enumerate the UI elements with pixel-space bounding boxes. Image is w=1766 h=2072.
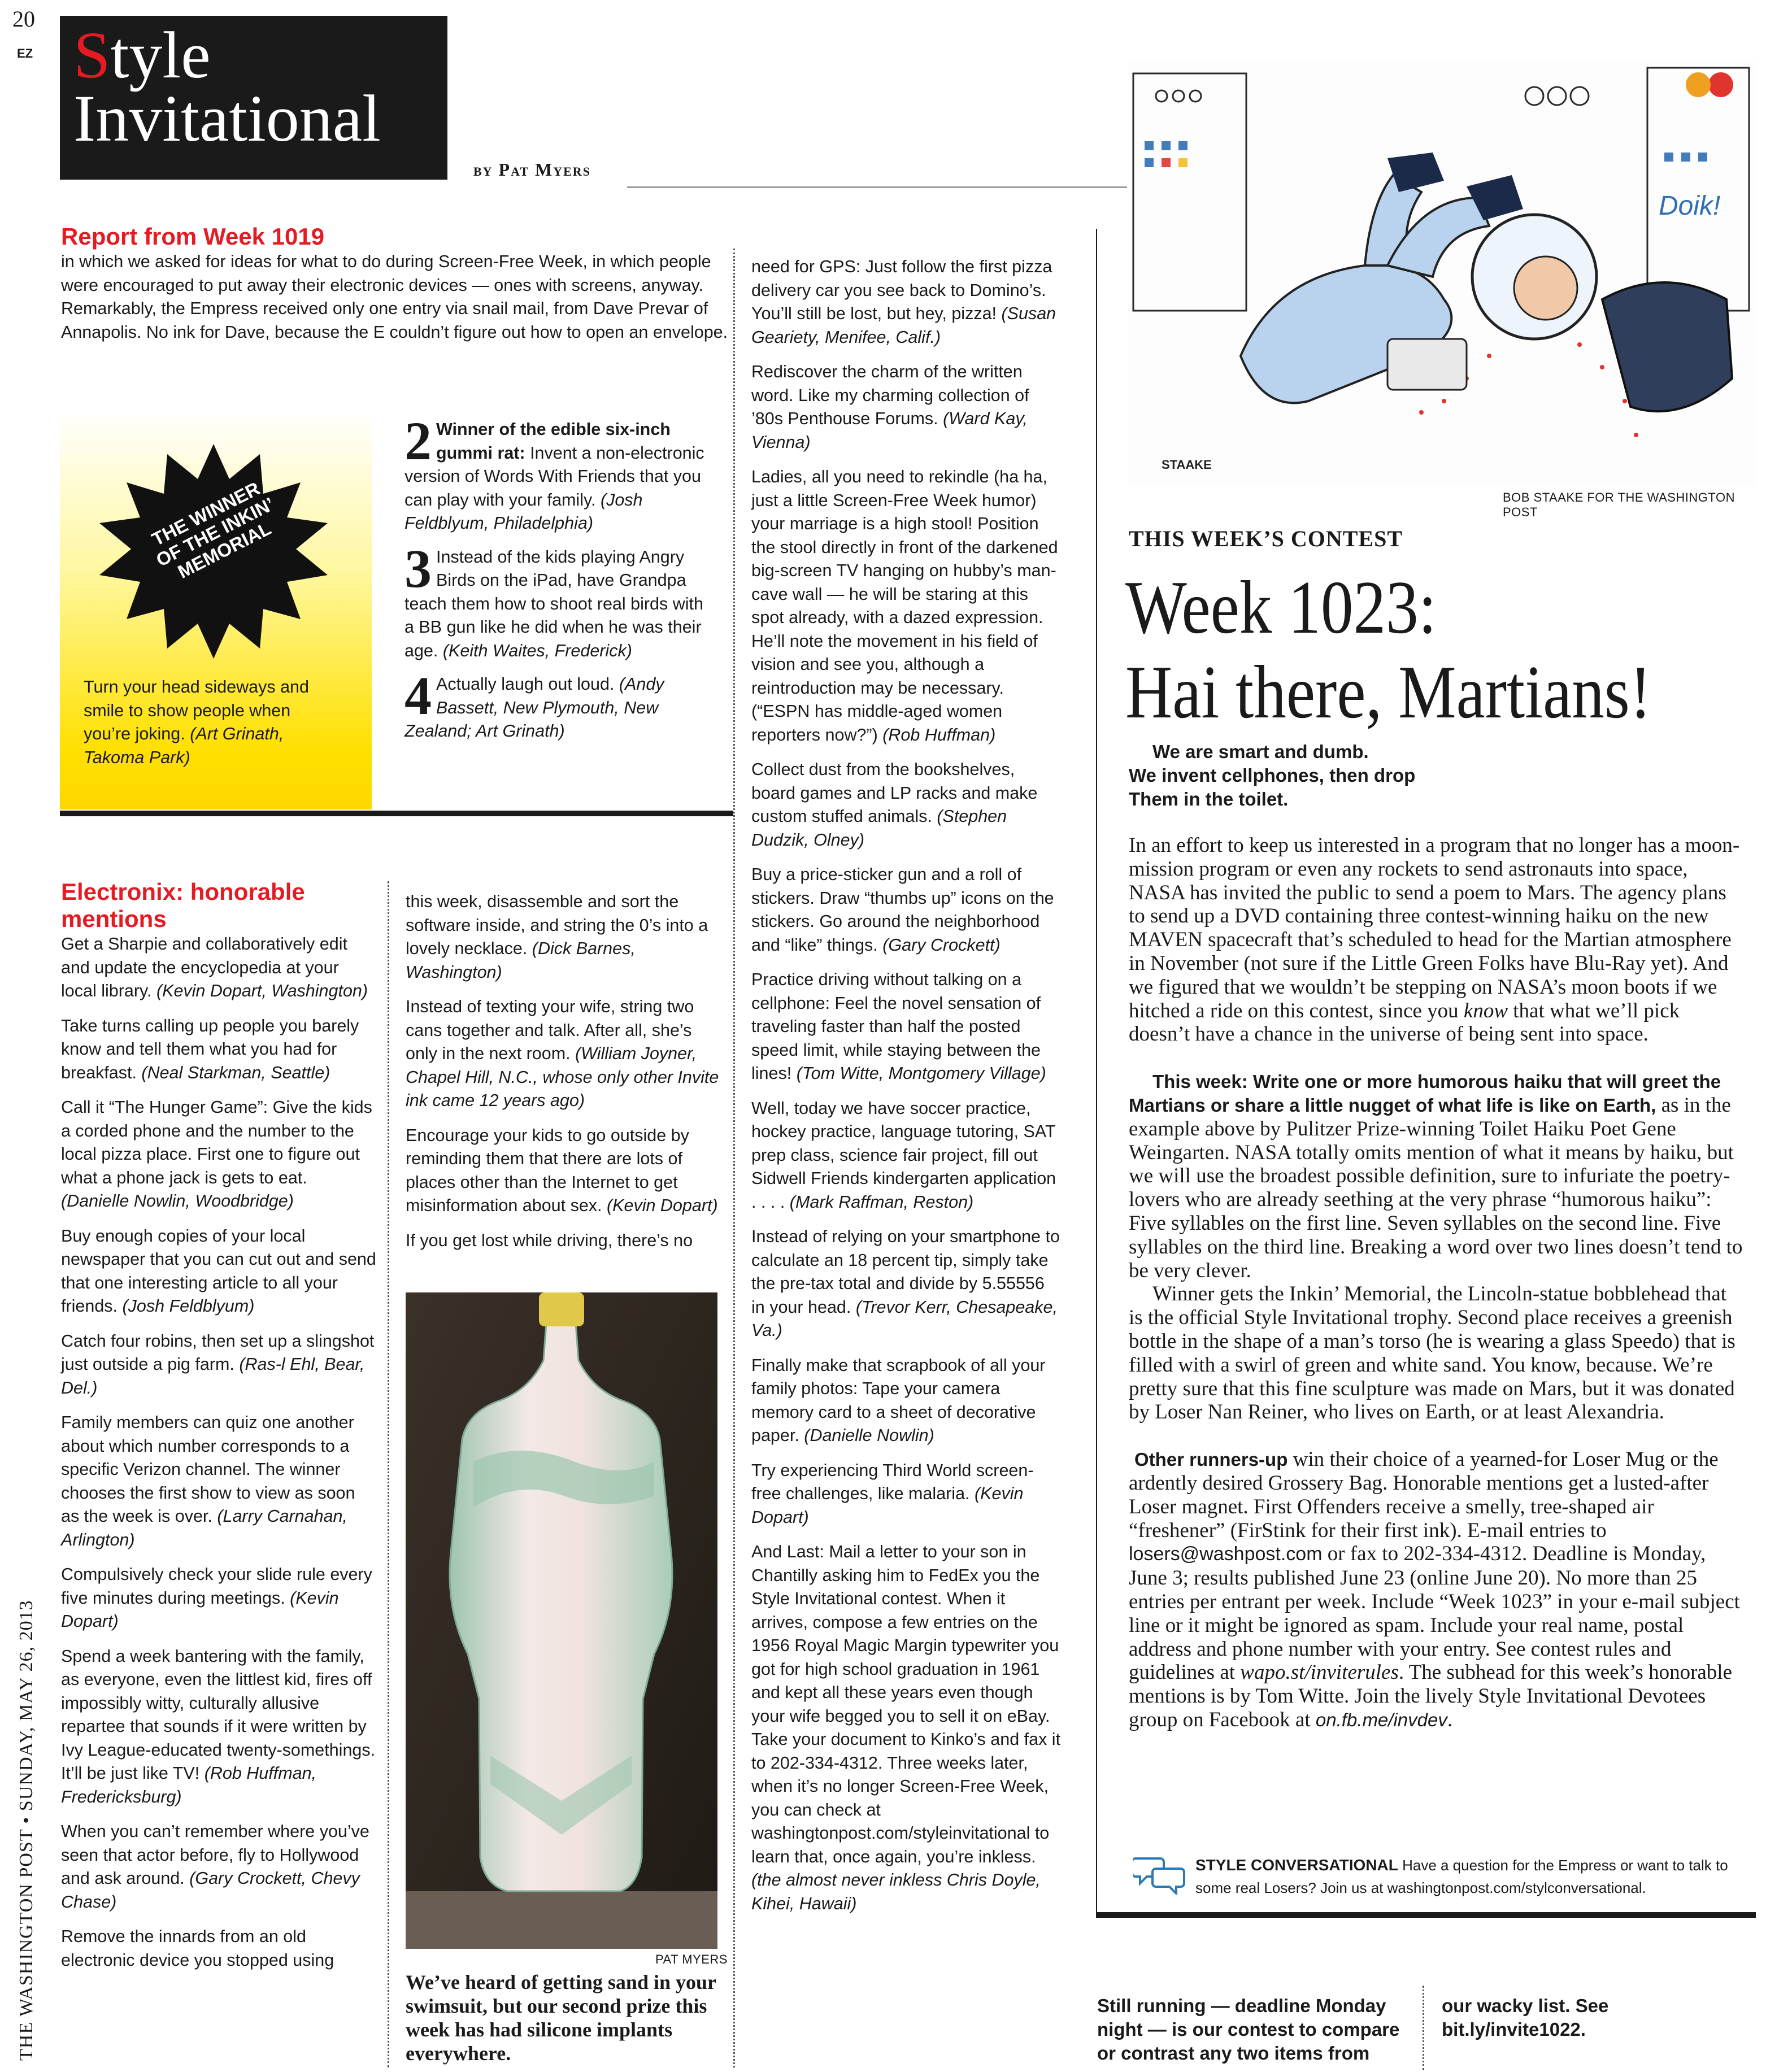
report-section <box>61 223 733 344</box>
honorable-col3 <box>751 255 1061 1927</box>
honorable-mention-entry <box>751 255 1061 349</box>
runner-up-lead: Winner of the edible six-inch gummi rat: <box>436 420 671 463</box>
entry-text: Well, today we have soccer practice, hockey practice, language tutoring, SAT prep class, science fair project, fill out Sidwell Friends kindergarten application . . . . <box>751 1098 1056 1212</box>
report-heading: Report from Week 1019 <box>61 223 325 250</box>
byline: by Pat Myers <box>473 159 591 180</box>
honorable-mention-entry <box>406 1229 722 1253</box>
entry-author: (William Joyner, Chapel Hill, N.C., whose only other Invite ink came 12 years ago) <box>406 1044 719 1110</box>
photo <box>406 1292 717 1949</box>
masthead-title <box>73 18 381 155</box>
honorable-mention-entry <box>406 995 722 1113</box>
contest-kicker: THIS WEEK’S CONTEST <box>1129 526 1403 551</box>
honorable-entries <box>61 933 377 1972</box>
rules-link[interactable]: wapo.st/inviterules <box>1240 1661 1399 1684</box>
edition-code: EZ <box>17 46 33 60</box>
honorable-mention-entry <box>61 1330 377 1400</box>
honorable-mention-entry <box>61 1925 377 1972</box>
contest-paragraph-4: Other runners-up win their choice of a yearned-for Loser Mug or the ardently desired Grossery Bag. Honorable mentions get a lusted-after Loser magnet. First Offenders receive a smelly, tree-shaped air “freshener” (FirStink for their first ink). E-mail entries to losers@washpost.com or fax to 202-334-4312. Deadline is Monday, June 3; results published June 23 (online June 20). No more than 25 entries per entrant per week. Include “Week 1023” in your e-mail subject line or it might be ignored as spam. Include your real name, postal address and phone number with your entry. See contest rules and guidelines at wapo.st/inviterules. The subhead for this week’s honorable mentions is by Tom Witte. Join the lively Style Invitational Devotees group on Facebook at on.fb.me/invdev. <box>1129 1448 1740 1731</box>
runner-up-text: Actually laugh out loud. <box>436 674 619 694</box>
masthead-tyle: tyle <box>110 18 211 92</box>
entry-author: (Kevin Dopart) <box>61 1588 339 1631</box>
entry-author: (Mark Raffman, Reston) <box>789 1192 974 1212</box>
entry-author: (Trevor Kerr, Chesapeake, Va.) <box>751 1297 1058 1340</box>
contest-body <box>1129 834 1745 1732</box>
illustration <box>1128 62 1756 486</box>
winner-entry <box>84 676 338 769</box>
entry-author: (Larry Carnahan, Arlington) <box>61 1507 347 1549</box>
entry-author: (the almost never inkless Chris Doyle, Kihei, Hawaii) <box>751 1870 1041 1913</box>
entry-author: (Susan Geariety, Menifee, Calif.) <box>751 304 1056 347</box>
runner-up-author: (Josh Feldblyum, Philadelphia) <box>404 490 643 533</box>
entry-text: Remove the innards from an old electronic device you stopped using <box>61 1927 334 1970</box>
column-rule <box>1423 1986 1424 2070</box>
runner-up-text: Instead of the kids playing Angry Birds on the iPad, have Grandpa teach them how to shoot real birds with a BB gun like he did when he was their age. <box>404 547 703 660</box>
honorable-col1 <box>61 878 377 1983</box>
entry-text: If you get lost while driving, there’s no <box>406 1230 693 1250</box>
entry-author: (Ras-l Ehl, Bear, Del.) <box>61 1355 365 1398</box>
honorable-entries <box>406 890 722 1252</box>
runner-up-3 <box>404 538 715 663</box>
honorable-mention-entry <box>61 1645 377 1809</box>
entry-author: (Kevin Dopart, Washington) <box>156 981 368 1000</box>
honorable-mention-entry <box>61 1563 377 1634</box>
email-link[interactable]: losers@washpost.com <box>1129 1543 1323 1565</box>
entry-text: Collect dust from the bookshelves, board games and LP racks and make custom stuffed animals. <box>751 760 1038 826</box>
bottle-cap <box>539 1292 584 1326</box>
entry-text: Take turns calling up people you barely know and tell them what you had for breakfast. <box>61 1016 359 1082</box>
honorable-heading: Electronix: honorable mentions <box>61 878 305 932</box>
honorable-mention-entry <box>61 1411 377 1552</box>
entry-text: And Last: Mail a letter to your son in Chantilly asking him to FedEx you the Style Invitational contest. When it arrives, compose a few entries on the 1956 Royal Magic Margin typewriter you got for high school graduation in 1961 and kept all these years even though your wife begged you to sell it on eBay. Take your document to Kinko’s and fax it to 202-334-4312. Three weeks later, when it’s no longer Screen-Free Week, you can check at washingtonpost.com/styleinvitational to learn that, once again, you’re inkless. <box>751 1542 1061 1866</box>
entry-author: (Gary Crockett) <box>882 935 1001 955</box>
sound-word: Doik! <box>1659 191 1721 221</box>
honorable-mention-entry <box>61 933 377 1003</box>
section-bar <box>1096 1912 1756 1918</box>
entry-text: Encourage your kids to go outside by reminding them that there are lots of places other than the Internet to get misinformation about sex. <box>406 1125 689 1215</box>
entry-text: Get a Sharpie and collaboratively edit and update the encyclopedia at your local library. <box>61 934 347 1000</box>
entry-author: (Josh Feldblyum) <box>122 1296 255 1316</box>
column-divider <box>1096 229 1097 1912</box>
runners-up <box>404 411 715 743</box>
runner-up-4 <box>404 665 715 743</box>
haiku-line: We are smart and dumb. <box>1152 741 1369 762</box>
entry-text: Spend a week bantering with the family, as everyone, even the littlest kid, fires off impossibly witty, culturally allusive repartee that sounds if it were written by Ivy League-educated twenty-somethings. It’ll be just like TV! <box>61 1646 376 1783</box>
headline-line1: Week 1023: <box>1125 565 1437 649</box>
entry-author: (Tom Witte, Montgomery Village) <box>796 1064 1046 1083</box>
artist-signature: STAAKE <box>1162 458 1212 472</box>
honorable-mention-entry <box>751 465 1061 747</box>
conversational-desc: Have a question for the Empress or want to talk to some real Losers? Join us at washingtonpost.com/stylconversational. <box>1195 1857 1728 1896</box>
entry-text: need for GPS: Just follow the first pizza delivery car you see back to Domino’s. You’ll still be lost, but hey, pizza! <box>751 257 1052 323</box>
entry-author: (Danielle Nowlin) <box>804 1426 934 1445</box>
entry-text: this week, disassemble and sort the software inside, and string the 0’s into a lovely necklace. <box>406 892 708 958</box>
contest-paragraph-1: In an effort to keep us interested in a program that no longer has a moon-mission program or even any rockets to send astronauts into space, NASA has invited the public to send a poem to Mars. The agency plans to send up a DVD containing three contest-winning haiku on the new MAVEN spacecraft that’s scheduled to head for the Martian atmosphere in November (not sure if the Little Green Folks have Blu-Ray yet). And we figured that we wouldn’t be stepping on NASA’s moon boots if we hitched a ride on this contest, since you know that what we’ll pick doesn’t have a chance in the universe of being sent into space. <box>1129 834 1740 1046</box>
entry-author: (Stephen Dudzik, Olney) <box>751 807 1007 850</box>
entry-author: (Gary Crockett, Chevy Chase) <box>61 1869 360 1912</box>
entry-text: Finally make that scrapbook of all your family photos: Tape your camera memory card to a sheet of decorative paper. <box>751 1355 1046 1445</box>
entry-author: (Ward Kay, Vienna) <box>751 409 1028 452</box>
entry-text: Compulsively check your slide rule every five minutes during meetings. <box>61 1565 372 1608</box>
contest-paragraph-3: Winner gets the Inkin’ Memorial, the Lincoln-statue bobblehead that is the official Style Invitational trophy. Second place receives a greenish bottle in the shape of a man’s torso (he is wearing a glass Speedo) that is filled with a swirl of green and white sand. You know, because. We’re pretty sure that this fine sculpture was made on Mars, but it was donated by Loser Nan Reiner, who lives on Earth, or at least Alexandria. <box>1129 1282 1735 1424</box>
runner-up-2 <box>404 411 715 536</box>
entry-author: (Kevin Dopart) <box>607 1196 718 1215</box>
page-number: 20 <box>12 6 35 32</box>
entry-text: Buy a price-sticker gun and a roll of stickers. Draw “thumbs up” icons on the stickers. Go around the neighborhood and “like” things. <box>751 865 1054 955</box>
byline-rule <box>627 186 1127 188</box>
honorable-mention-entry <box>751 1225 1061 1343</box>
entry-text: Buy enough copies of your local newspaper that you can cut out and send that one interesting article to all your friends. <box>61 1226 376 1316</box>
runner-up-number: 2 <box>404 411 432 471</box>
winner-box <box>60 411 372 809</box>
winner-entry-text: Turn your head sideways and smile to show people when you’re joking. <box>84 677 309 743</box>
honorable-mention-entry <box>751 1540 1061 1916</box>
entry-text: Catch four robins, then set up a slingshot just outside a pig farm. <box>61 1331 375 1374</box>
entry-text: Try experiencing Third World screen-free challenges, like malaria. <box>751 1460 1034 1503</box>
entry-author: (Danielle Nowlin, Woodbridge) <box>61 1191 294 1211</box>
still-running-text: our wacky list. See bit.ly/invite1022. <box>1442 1995 1609 2040</box>
speech-bubbles-icon <box>1133 1855 1188 1895</box>
runner-up-text: Invent a non-electronic version of Words With Friends that you can play with your family. <box>404 443 704 510</box>
honorable-mention-entry <box>61 1015 377 1085</box>
entry-text: Ladies, all you need to rekindle (ha ha, just a little Screen-Free Week humor) your marriage is a high stool! Position the stool directly in front of the darkened big-screen TV hanging on hubby’s man-cave wall — he will be staring at this spot already, with a dazed expression. He’ll note the movement in his field of vision and see you, although a reintroduction may be necessary. (“ESPN has middle-aged women reporters now?”) <box>751 467 1058 745</box>
contest-paragraph-2: This week: Write one or more humorous haiku that will greet the Martians or share a little nugget of what life is like on Earth, as in the example above by Pulitzer Prize-winning Toilet Haiku Poet Gene Weingarten. NASA totally omits mention of what it means by haiku, but we will use the broadest possible definition, sure to infuriate the poetry-lovers who are already seething at the very phrase “humorous haiku”: Five syllables on the first line. Seven syllables on the second line. Five syllables on the third line. Breaking a word over two lines doesn’t tend to be very clever. <box>1129 1071 1743 1282</box>
masthead-invitational: Invitational <box>73 81 381 155</box>
contest-headline <box>1125 565 1651 734</box>
still-running-text: Still running — deadline Monday night — is our contest to compare or contrast any two items from <box>1097 1995 1400 2064</box>
entry-text: Rediscover the charm of the written word. Like my charming collection of ’80s Penthouse Forums. <box>751 362 1029 428</box>
honorable-mention-entry <box>406 1124 722 1218</box>
entry-text: Practice driving without talking on a cellphone: Feel the novel sensation of traveling faster than half the posted speed limit, while staying between the lines! <box>751 970 1041 1083</box>
haiku-line: We invent cellphones, then drop <box>1129 765 1416 786</box>
entry-text: Instead of relying on your smartphone to calculate an 18 percent tip, simply take the pre-tax total and divide by 5.55556 in your head. <box>751 1227 1060 1317</box>
illustration-credit: BOB STAAKE FOR THE WASHINGTON POST <box>1503 490 1735 519</box>
honorable-mention-entry <box>751 1459 1061 1530</box>
entry-author: (Neal Starkman, Seattle) <box>141 1063 330 1082</box>
photo-credit: PAT MYERS <box>655 1952 728 1966</box>
conversational-label: STYLE CONVERSATIONAL <box>1195 1856 1398 1874</box>
winner-entry-author: (Art Grinath, Takoma Park) <box>84 724 284 767</box>
photo-caption: We’ve heard of getting sand in your swimsuit, but our second prize this week has had silicone implants everywhere. <box>406 1971 716 2065</box>
masthead <box>60 16 447 180</box>
conversational-text <box>1195 1854 1743 1899</box>
honorable-entries <box>751 255 1061 1916</box>
honorable-col2 <box>406 890 722 1264</box>
honorable-mention-entry <box>751 1097 1061 1215</box>
side-rail-dateline: THE WASHINGTON POST • SUNDAY, MAY 26, 2013 <box>16 1600 37 2061</box>
honorable-mention-entry <box>751 1354 1061 1448</box>
runner-up-author: (Andy Bassett, New Plymouth, New Zealand; Art Grinath) <box>404 674 664 741</box>
entry-author: (Rob Huffman, Fredericksburg) <box>61 1764 317 1807</box>
runner-up-number: 3 <box>404 538 432 599</box>
honorable-mention-entry <box>406 890 722 984</box>
torso-bottle-photo <box>406 1292 717 1949</box>
haiku <box>1129 740 1415 811</box>
honorable-mention-entry <box>751 758 1061 852</box>
honorable-mention-entry <box>61 1096 377 1213</box>
honorable-mention-entry <box>751 360 1061 454</box>
astronaut-illustration <box>1128 62 1756 486</box>
entry-text: Family members can quiz one another about which number corresponds to a specific Verizon channel. The winner chooses the first show to view as soon as the week is over. <box>61 1413 355 1526</box>
masthead-s: S <box>73 18 111 92</box>
facebook-link[interactable]: on.fb.me/invdev <box>1315 1709 1447 1730</box>
honorable-mention-entry <box>61 1225 377 1318</box>
entry-author: (Dick Barnes, Washington) <box>406 939 636 982</box>
section-bar <box>60 811 733 816</box>
haiku-line: Them in the toilet. <box>1129 789 1289 809</box>
runner-up-number: 4 <box>404 665 432 726</box>
headline-line2: Hai there, Martians! <box>1125 650 1652 734</box>
honorable-mention-entry <box>751 968 1061 1086</box>
honorable-mention-entry <box>61 1820 377 1914</box>
entry-author: (Kevin Dopart) <box>751 1484 1024 1527</box>
entry-text: When you can’t remember where you’ve seen that actor before, fly to Hollywood and ask around. <box>61 1822 369 1888</box>
column-rule <box>388 881 389 2067</box>
entry-author: (Rob Huffman) <box>882 725 996 745</box>
column-rule <box>733 249 735 2067</box>
report-intro: in which we asked for ideas for what to do during Screen-Free Week, in which people were encouraged to put away their electronic devices — ones with screens, anyway. Remarkably, the Empress received only one entry via snail mail, from Dave Prevar of Annapolis. No ink for Dave, because the E couldn’t figure out how to open an envelope. <box>61 252 728 342</box>
winner-badge-text: THE WINNER OF THE INKIN’ MEMORIAL <box>148 477 278 582</box>
honorable-mention-entry <box>751 863 1061 957</box>
entry-text: Instead of texting your wife, string two cans together and talk. After all, she’s only in the next room. <box>406 997 694 1063</box>
runner-up-author: (Keith Waites, Frederick) <box>442 641 632 660</box>
entry-text: Call it “The Hunger Game”: Give the kids a corded phone and the number to the local pizza place. First one to figure out what a phone jack is gets to eat. <box>61 1098 372 1187</box>
